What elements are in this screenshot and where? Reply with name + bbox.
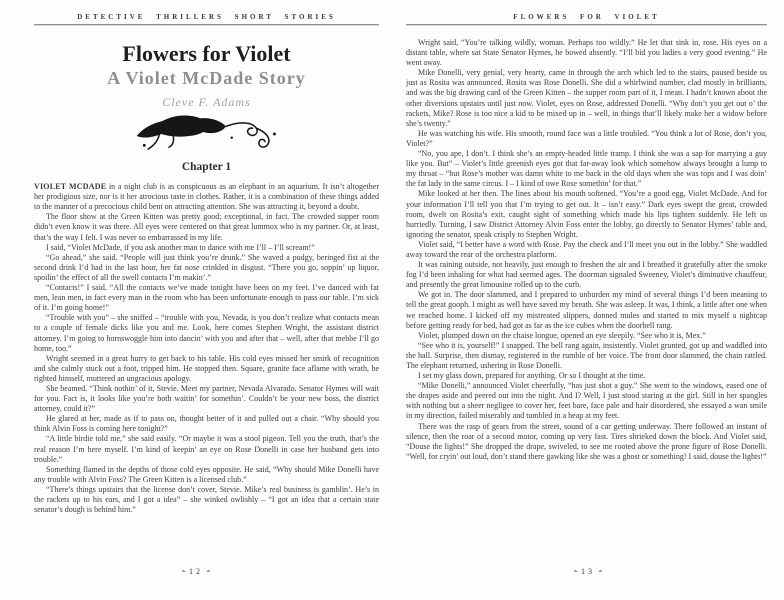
paragraph: “Go ahead,” she said. “People will just think you’re drunk.” She waved a pudgy, beringed fist at the second drink I’d had in the last hour, her fat nose crinkled in disgust. “There you go, soppin’ up liquor, spoilin’ the effect of all the swell contacts I’m makin’.” <box>34 252 379 282</box>
paragraph: There was the rasp of gears from the street, sound of a car getting underway. There followed an instant of silence, then the roar of a second motor, coming up very fast. Tires shrieked down the block. And Violet said, “Douse the lights!” She dropped the drape, swiveled, to see me rooted above the prone figure of Rose Donelli. “Well, for cryin’ out loud, don’t stand there gawking like she was a ghost or something! I said, douse the lights!” <box>406 421 767 461</box>
page-number-right: 13 <box>581 567 595 576</box>
running-head-right-text: FLOWERS FOR VIOLET <box>513 13 660 21</box>
paragraph: “A little birdie told me,” she said easily. “Or maybe it was a stool pigeon. Tell you the truth, that’s the real reason I’m here myself. I’m kind of keepin’ an eye on Rose Donelli in case her husband gets into trouble.” <box>34 434 379 464</box>
folio-right <box>392 561 784 579</box>
paragraph: “Trouble with you” – she sniffed – “trouble with you, Nevada, is you don’t realize what contacts mean to a couple of female dicks like you and me. Look, here comes Stephen Wright, the assistant district attorney. I’m going to hornswoggle him into dancin’ with you and after that – well, after that mebbe I’ll go home, too.” <box>34 313 379 353</box>
opening-lead: VIOLET MCDADE <box>34 182 107 192</box>
running-head-right <box>406 0 767 25</box>
page-number-left: 12 <box>189 567 203 576</box>
paragraph: He glared at her, made as if to pass on, thought better of it and pulled out a chair. “Why should you think Alvin Foss is coming here tonight?” <box>34 414 379 434</box>
paragraph: “No, you ape, I don’t. I think she’s an empty-headed little tramp. I think she was a sap for marrying a guy like you. But” – Violet’s little greenish eyes got that far-away look which somehow always brought a lump to my throat – “but Rose’s mother was damn white to me back in the old days when she was tops and I was doin’ the fat lady in the same circus. I – I kind of owe Rose somethin’ for that.” <box>406 149 767 189</box>
paragraph-list-right <box>406 38 767 462</box>
running-head-left-rule <box>34 24 379 25</box>
floral-flourish-icon <box>131 113 283 153</box>
body-text-left <box>34 182 379 515</box>
page-right <box>392 0 784 600</box>
paragraph: Wright seemed in a great hurry to get back to his table. His cold eyes missed her smirk of recognition and she calmly stuck out a foot, tripped him. He stopped then. Square, granite face aflame with wrath, he righted himself, muttered an ungracious apology. <box>34 353 379 383</box>
paragraph: “Mike Donelli,” announced Violet cheerfully, “has just shot a guy.” She went to the windows, eased one of the drapes aside and peered out into the night. And I? Well, I just stood staring at the girl. Still in her spangles with nothing but a sheer negligee to cover her, feet bare, face pale and hair disordered, she essayed a wan smile in my direction, failed miserably and tumbled in a heap at my feet. <box>406 381 767 421</box>
folio-ornament-left-icon: ❧ <box>180 569 186 575</box>
paragraph-list-left <box>34 212 379 515</box>
title-block <box>34 41 379 173</box>
paragraph: He was watching his wife. His smooth, round face was a little troubled. “You think a lot of Rose, don’t you, Violet?” <box>406 128 767 148</box>
folio-ornament-left-icon: ❧ <box>572 569 578 575</box>
running-head-left-text: DETECTIVE THRILLERS SHORT STORIES <box>77 13 336 21</box>
paragraph: “There’s things upstairs that the license don’t cover, Stevie. Mike’s real business is gamblin’. He’s in the rackets up to his ears, and I got a idea” – she winked owlishly – “I got an idea that a certain state senator’s dough is behind him.” <box>34 484 379 515</box>
paragraph: Something flamed in the depths of those cold eyes opposite. He said, “Why should Mike Donelli have any trouble with Alvin Foss? The Green Kitten is a licensed club.” <box>34 464 379 484</box>
paragraph: We got in. The door slammed, and I prepared to unburden my mind of several things I’d been meaning to tell the great gooph. I might as well have saved my breath. She was asleep. It was, I think, a little after one when we reached home. I kicked off my mistreated slippers, donned mules and started to mix myself a nightcap before getting ready for bed, had got as far as the ice cubes when the doorbell rang. <box>406 290 767 330</box>
paragraph: It was raining outside, not heavily, just enough to freshen the air and I breathed it gratefully after the smoke fog I’d been inhaling for what had seemed ages. The doorman signaled Sweeney, Violet’s diminutive chauffeur, and presently the great limousine rolled up to the curb. <box>406 260 767 290</box>
paragraph: Mike Donelli, very genial, very hearty, came in through the arch which led to the stairs, paused beside us just as Rosita was announced. Rosita was Rose Donelli. She did a whirlwind number, clad mostly in brilliants, and was the big drawing card of the Green Kitten – the supper room part of it, I mean. I hadn’t known about the other diversions upstairs until just now. Violet, eyes on Rose, addressed Donelli. “Why don’t you get out o’ the rackets, Mike? Rose is too nice a kid to be mixed up in – well, in things that’ll likely make her a widow before she’s twenty.” <box>406 68 767 128</box>
paragraph: The floor show at the Green Kitten was pretty good; exceptional, in fact. The crowded supper room didn’t even know it was there. All eyes were centered on that great lummox who is my partner. Or, at least, that’s the way I felt. I was never so embarrassed in my life. <box>34 212 379 242</box>
story-subtitle: A Violet McDade Story <box>107 68 306 89</box>
opening-paragraph <box>34 182 379 212</box>
running-head-right-rule <box>406 24 767 25</box>
paragraph: Mike looked at her then. The lines about his mouth softened. “You’re a good egg, Violet McDade. And for your information I’ll tell you that I’m trying to get out. It – isn’t easy.” Dark eyes swept the great, crowded room, dwelt on Rosita’s exit, caught sight of something which made his lips tighten suddenly. He left us hurriedly. Turning, I saw District Attorney Alvin Foss enter the lobby, go directly to Senator Hymes’ table and, ignoring the senator, speak crisply to Stephen Wright. <box>406 189 767 239</box>
running-head-left <box>34 0 379 25</box>
opening-rest: in a night club is as conspicuous as an elephant in an aquarium. It isn’t altogether her prodigious size, nor is it her atrocious taste in clothes. Rather, it is a combination of these things added to the manner of a precocious child bent on attracting attention. She was attracting it, beyond a doubt. <box>34 182 379 212</box>
paragraph: I set my glass down, prepared for anything. Or so I thought at the time. <box>418 371 646 381</box>
chapter-heading: Chapter 1 <box>181 161 232 174</box>
folio-ornament-right-icon: ❧ <box>598 569 604 575</box>
paragraph: I said, “Violet McDade, if you ask another man to dance with me I’ll – I’ll scream!” <box>46 242 315 252</box>
folio-ornament-right-icon: ❧ <box>206 569 212 575</box>
paragraph: Wright said, “You’re talking wildly, woman. Perhaps too wildly.” He let that sink in, rose. His eyes on a distant table, where sat State Senator Hymes, he bowed absently. “I’ll bid you ladies a very good evening.” He went away. <box>406 38 767 68</box>
body-text-right <box>406 38 767 462</box>
paragraph: She beamed. “Think nothin’ of it, Stevie. Meet my partner, Nevada Alvarado. Senator Hymes will wait for you. Fact is, it looks like you’re both waitin’ for somethin’. Couldn’t be your new boss, the district attorney, could it?” <box>34 383 379 414</box>
folio-left <box>0 561 392 579</box>
story-title: Flowers for Violet <box>122 41 291 66</box>
paragraph: Violet said, “I better have a word with Rose. Pay the check and I’ll meet you out in the lobby.” She waddled away toward the rear of the orchestra platform. <box>406 239 767 259</box>
paragraph: “Contacts!” I said. “All the contacts we’ve made tonight have been on my feet. I’ve danced with fat men, lean men, in fact every man in the room who has been unfortunate enough to pass our table. I’m sick of it. I’m going home!” <box>34 283 379 313</box>
floral-flourish-ornament <box>34 113 379 155</box>
story-author: Cleve F. Adams <box>162 95 251 110</box>
paragraph: Violet, plumped down on the chaise longue, opened an eye sleepily. “See who it is, Mex.” <box>418 330 706 340</box>
paragraph: “See who it is, yourself!” I snapped. The bell rang again, insistently. Violet grunted, got up and waddled into the hall. Surprise, then dismay, registered in the rumble of her voice. The front door slammed, the chain rattled. The elephant returned, ushering in Rose Donelli. <box>406 340 767 370</box>
